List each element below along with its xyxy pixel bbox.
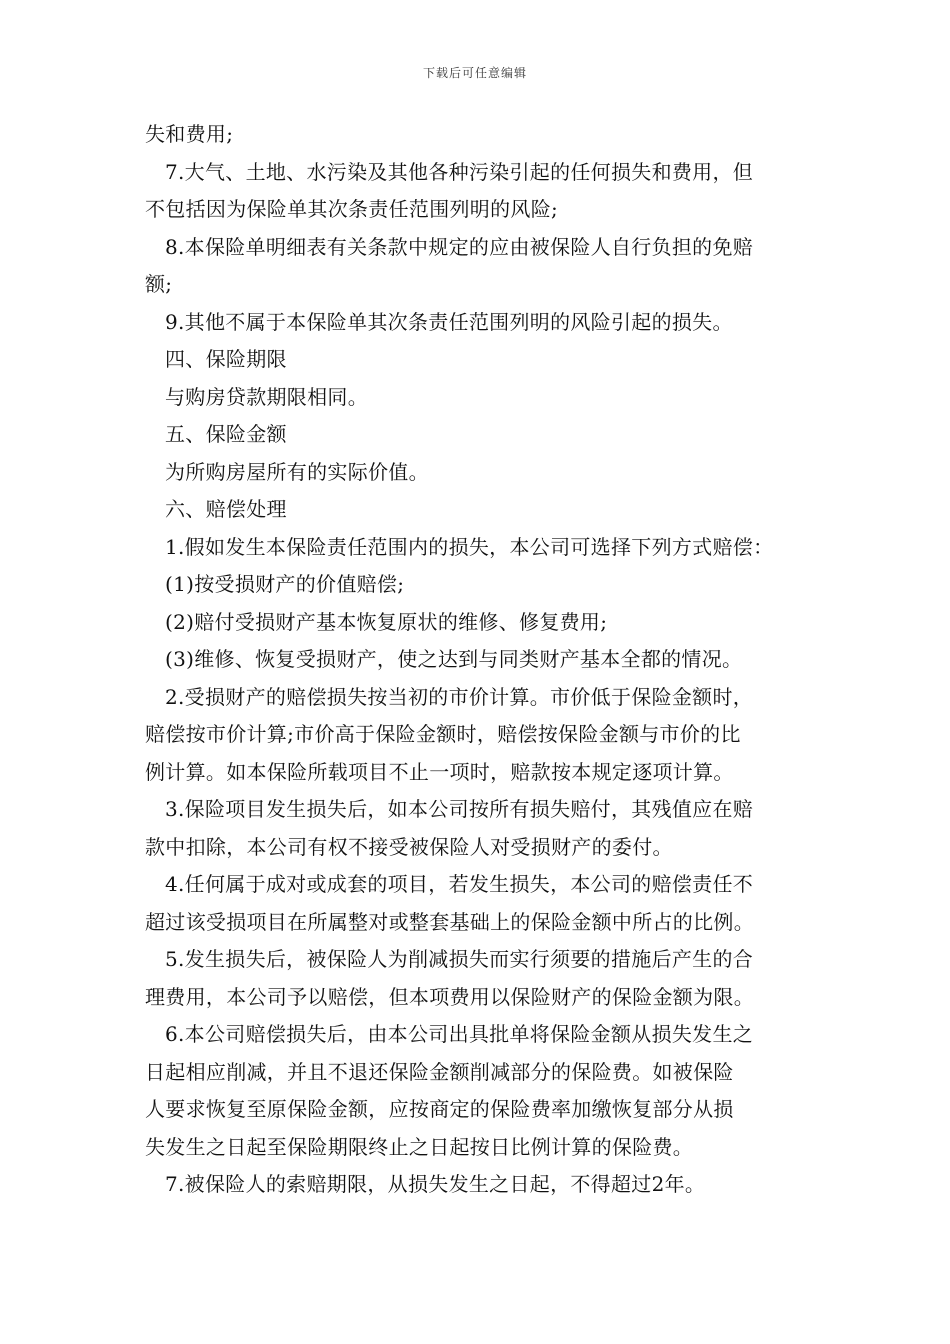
text-line: (3)维修、恢复受损财产，使之达到与同类财产基本全都的情况。 (165, 647, 743, 671)
text-line: 例计算。如本保险所载项目不止一项时，赔款按本规定逐项计算。 (145, 759, 734, 784)
text-line: 理费用，本公司予以赔偿，但本项费用以保险财产的保险金额为限。 (145, 984, 754, 1009)
text-line: 2.受损财产的赔偿损失按当初的市价计算。市价低于保险金额时， (165, 684, 754, 709)
text-line: 9.其他不属于本保险单其次条责任范围列明的风险引起的损失。 (165, 309, 733, 334)
text-line: 五、保险金额 (165, 422, 287, 446)
text-line: 超过该受损项目在所属整对或整套基础上的保险金额中所占的比例。 (145, 909, 754, 934)
text-line: 日起相应削减，并且不退还保险金额削减部分的保险费。如被保险 (145, 1059, 734, 1084)
text-line: 8.本保险单明细表有关条款中规定的应由被保险人自行负担的免赔 (165, 234, 754, 259)
text-line: (2)赔付受损财产基本恢复原状的维修、修复费用; (165, 609, 608, 634)
text-line: 7.被保险人的索赔期限，从损失发生之日起，不得超过2年。 (165, 1172, 706, 1196)
text-line: 6.本公司赔偿损失后，由本公司出具批单将保险金额从损失发生之 (165, 1022, 754, 1046)
text-line: 失和费用; (145, 122, 234, 146)
page-header: 下载后可任意编辑 (422, 66, 527, 80)
text-line: 与购房贷款期限相同。 (165, 384, 368, 409)
document-body (145, 116, 815, 1204)
text-line: 1.假如发生本保险责任范围内的损失，本公司可选择下列方式赔偿： (165, 534, 774, 559)
text-line: 款中扣除，本公司有权不接受被保险人对受损财产的委付。 (145, 834, 673, 859)
text-line: 5.发生损失后，被保险人为削减损失而实行须要的措施后产生的合 (165, 947, 754, 971)
text-line: 7.大气、土地、水污染及其他各种污染引起的任何损失和费用，但 (165, 159, 754, 184)
text-line: 不包括因为保险单其次条责任范围列明的风险; (145, 197, 559, 221)
text-line: 人要求恢复至原保险金额，应按商定的保险费率加缴恢复部分从损 (145, 1097, 734, 1121)
text-line: 六、赔偿处理 (165, 497, 287, 521)
text-line: (1)按受损财产的价值赔偿; (165, 572, 405, 596)
text-line: 4.任何属于成对或成套的项目，若发生损失，本公司的赔偿责任不 (165, 872, 754, 896)
text-line: 额; (145, 272, 173, 296)
text-line: 失发生之日起至保险期限终止之日起按日比例计算的保险费。 (145, 1134, 694, 1159)
text-line: 赔偿按市价计算;市价高于保险金额时，赔偿按保险金额与市价的比 (145, 722, 741, 746)
text-line: 四、保险期限 (165, 347, 287, 371)
text-line: 为所购房屋所有的实际价值。 (165, 459, 429, 484)
text-line: 3.保险项目发生损失后，如本公司按所有损失赔付，其残值应在赔 (165, 797, 754, 821)
